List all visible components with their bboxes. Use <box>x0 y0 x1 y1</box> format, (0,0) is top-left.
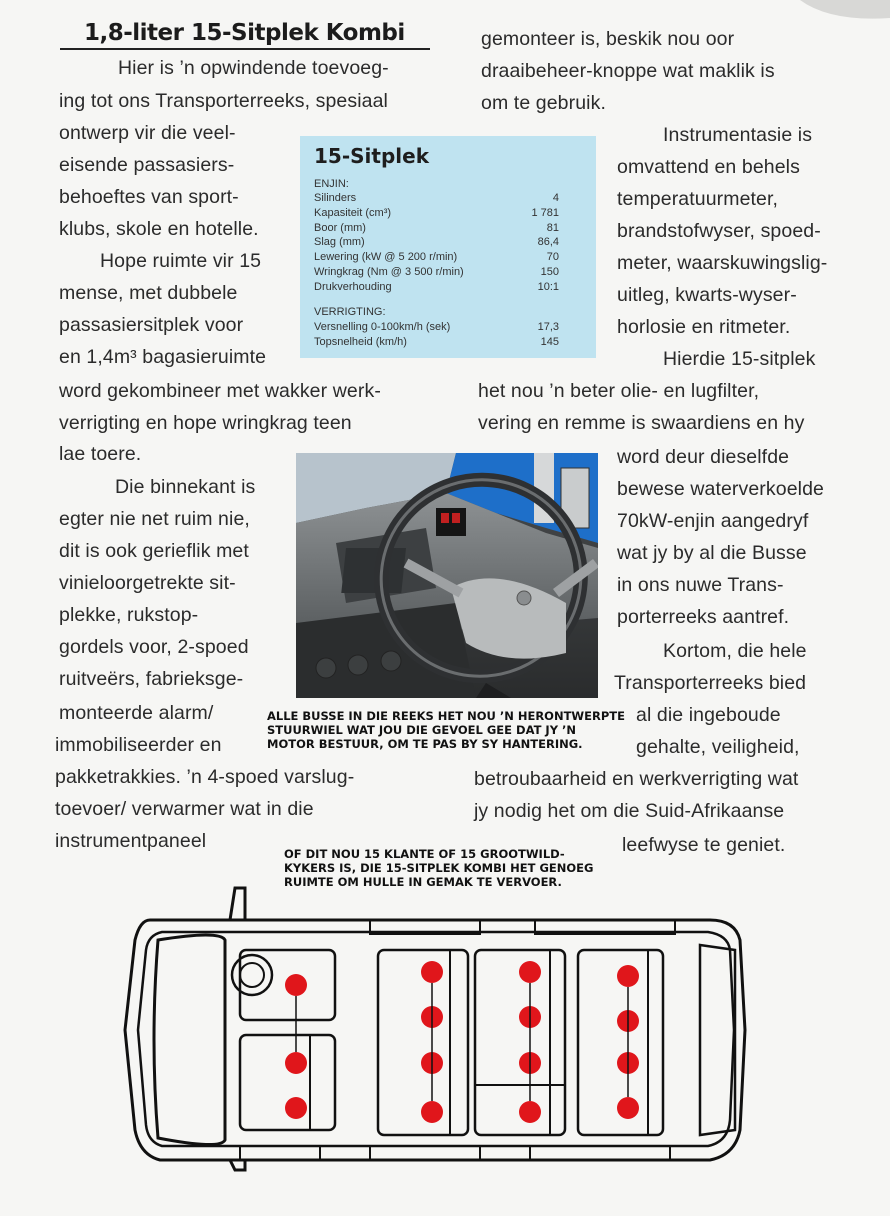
text-line: vering en remme is swaardiens en hy <box>478 412 805 434</box>
text-line: toevoer/ verwarmer wat in die <box>55 798 314 820</box>
seat-markers <box>285 961 639 1123</box>
spec-value: 150 <box>540 266 559 278</box>
text-line: ruitveërs, fabrieksge- <box>59 668 244 690</box>
caption-line: STUURWIEL WAT JOU DIE GEVOEL GEE DAT JY ’N <box>267 723 577 737</box>
text-line: Die binnekant is <box>115 476 256 498</box>
caption-line: ALLE BUSSE IN DIE REEKS HET NOU ’N HERONTWERPTE <box>267 709 625 723</box>
spec-value: 10:1 <box>537 281 559 293</box>
text-line: lae toere. <box>59 443 142 465</box>
seat-marker <box>617 1097 639 1119</box>
text-line: behoeftes van sport- <box>59 186 239 208</box>
text-line: klubs, skole en hotelle. <box>59 218 259 240</box>
text-line: in ons nuwe Trans- <box>617 574 784 596</box>
text-line: Hierdie 15-sitplek <box>663 348 816 370</box>
spec-value: 1 781 <box>531 207 559 219</box>
seating-diagram <box>110 880 750 1180</box>
text-line: passasiersitplek voor <box>59 314 244 336</box>
text-line: ing tot ons Transporterreeks, spesiaal <box>59 90 388 112</box>
text-line: horlosie en ritmeter. <box>617 316 791 338</box>
text-line: mense, met dubbele <box>59 282 238 304</box>
text-line: Hope ruimte vir 15 <box>100 250 262 272</box>
page-title: 1,8-liter 15-Sitplek Kombi <box>60 20 430 50</box>
text-line: gemonteer is, beskik nou oor <box>481 28 735 50</box>
seat-marker <box>617 965 639 987</box>
text-line: instrumentpaneel <box>55 830 207 852</box>
spec-label: Silinders <box>314 192 357 204</box>
spec-value: 86,4 <box>537 236 559 248</box>
seat-marker <box>285 974 307 996</box>
text-line: immobiliseerder en <box>55 734 222 756</box>
text-line: porterreeks aantref. <box>617 606 790 628</box>
page-corner-shadow <box>770 0 890 30</box>
spec-label: Drukverhouding <box>314 281 392 293</box>
spec-engine-heading: ENJIN: <box>314 178 349 190</box>
seat-marker <box>421 961 443 983</box>
text-line: word gekombineer met wakker werk- <box>59 380 381 402</box>
spec-label: Topsnelheid (km/h) <box>314 336 407 348</box>
text-line: bewese waterverkoelde <box>617 478 824 500</box>
text-line: om te gebruik. <box>481 92 606 114</box>
text-line: en 1,4m³ bagasieruimte <box>59 346 267 368</box>
spec-value: 70 <box>546 251 559 263</box>
caption-line: KYKERS IS, DIE 15-SITPLEK KOMBI HET GENOEG <box>284 861 594 875</box>
caption-line: RUIMTE OM HULLE IN GEMAK TE VERVOER. <box>284 875 562 889</box>
spec-label: Boor (mm) <box>314 222 366 234</box>
text-line: meter, waarskuwingslig- <box>617 252 828 274</box>
text-line: leefwyse te geniet. <box>622 834 786 856</box>
text-line: Transporterreeks bied <box>614 672 807 694</box>
seat-marker <box>285 1052 307 1074</box>
van-outline <box>125 920 745 1160</box>
text-line: ontwerp vir die veel- <box>59 122 236 144</box>
text-line: egter nie net ruim nie, <box>59 508 250 530</box>
text-line: al die ingeboude <box>636 704 781 726</box>
text-line: eisende passasiers- <box>59 154 235 176</box>
text-line: wat jy by al die Busse <box>617 542 807 564</box>
text-line: jy nodig het om die Suid-Afrikaanse <box>474 800 785 822</box>
text-line: vinieloorgetrekte sit- <box>59 572 236 594</box>
spec-box <box>300 136 596 358</box>
spec-value: 4 <box>552 192 559 204</box>
text-line: draaibeheer-knoppe wat maklik is <box>481 60 775 82</box>
text-line: gehalte, veiligheid, <box>636 736 800 758</box>
spec-value: 145 <box>540 336 559 348</box>
text-line: word deur dieselfde <box>617 446 790 468</box>
seat-marker <box>519 1101 541 1123</box>
text-line: het nou ’n beter olie- en lugfilter, <box>478 380 760 402</box>
text-line: monteerde alarm/ <box>59 702 214 724</box>
text-line: dit is ook gerieflik met <box>59 540 249 562</box>
text-line: brandstofwyser, spoed- <box>617 220 821 242</box>
seat-marker <box>285 1097 307 1119</box>
dashboard-photo <box>296 453 598 698</box>
text-line: Hier is ’n opwindende toevoeg- <box>118 57 389 79</box>
spec-box-title: 15-Sitplek <box>314 144 429 168</box>
text-line: verrigting en hope wringkrag teen <box>59 412 352 434</box>
spec-label: Slag (mm) <box>314 236 365 248</box>
text-line: Instrumentasie is <box>663 124 813 146</box>
text-line: temperatuurmeter, <box>617 188 779 210</box>
spec-label: Lewering (kW @ 5 200 r/min) <box>314 251 458 263</box>
text-line: plekke, rukstop- <box>59 604 199 626</box>
caption-line: MOTOR BESTUUR, OM TE PAS BY SY HANTERING. <box>267 737 583 751</box>
text-line: omvattend en behels <box>617 156 800 178</box>
caption-line: OF DIT NOU 15 KLANTE OF 15 GROOTWILD- <box>284 847 565 861</box>
text-line: betroubaarheid en werkverrigting wat <box>474 768 799 790</box>
text-line: Kortom, die hele <box>663 640 807 662</box>
spec-label: Kapasiteit (cm³) <box>314 207 392 219</box>
spec-performance-heading: VERRIGTING: <box>314 306 386 318</box>
text-line: uitleg, kwarts-wyser- <box>617 284 797 306</box>
spec-value: 81 <box>546 222 559 234</box>
seat-marker <box>519 961 541 983</box>
text-line: 70kW-enjin aangedryf <box>617 510 809 532</box>
spec-label: Versnelling 0-100km/h (sek) <box>314 321 451 333</box>
spec-label: Wringkrag (Nm @ 3 500 r/min) <box>314 266 464 278</box>
text-line: pakketrakkies. ’n 4-spoed varslug- <box>55 766 355 788</box>
spec-value: 17,3 <box>537 321 559 333</box>
seat-marker <box>421 1101 443 1123</box>
text-line: gordels voor, 2-spoed <box>59 636 249 658</box>
